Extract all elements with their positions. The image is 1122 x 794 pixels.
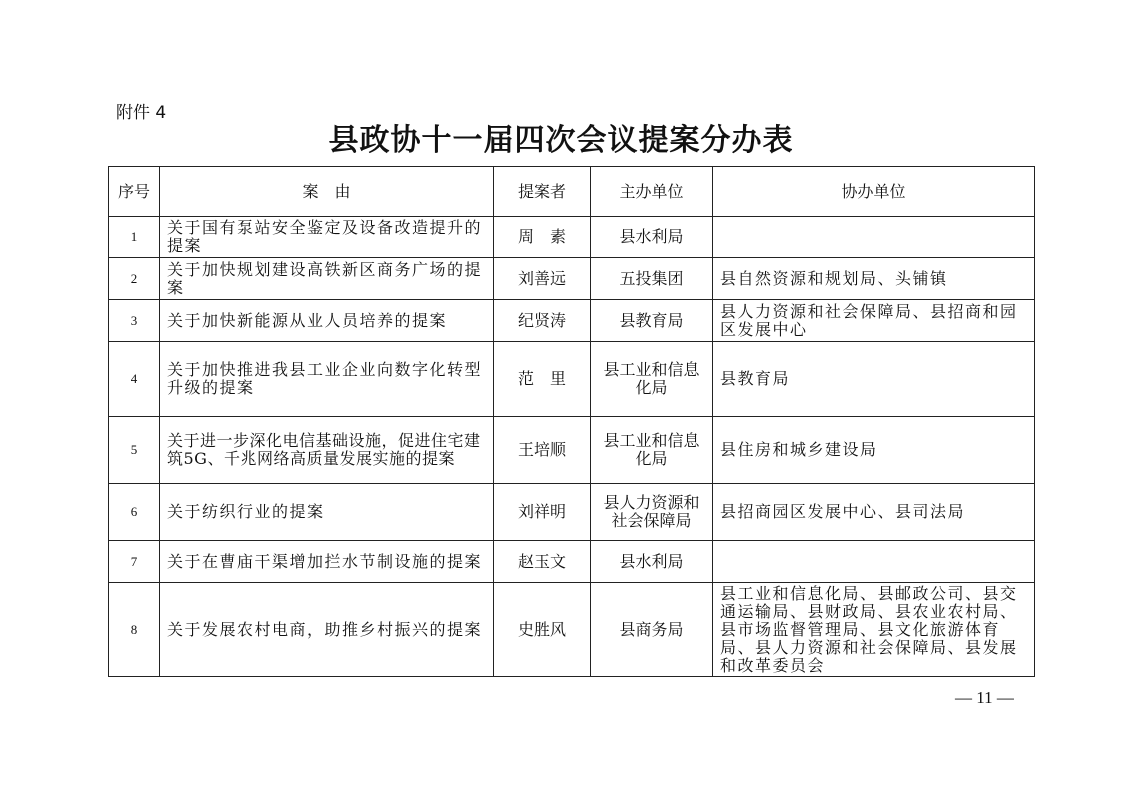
row-assist: 县自然资源和规划局、头铺镇 — [713, 258, 1035, 300]
row-lead: 县水利局 — [591, 541, 713, 583]
column-header-lead: 主办单位 — [591, 167, 713, 217]
row-no: 6 — [109, 484, 160, 541]
row-subject: 关于进一步深化电信基础设施，促进住宅建筑5G、千兆网络高质量发展实施的提案 — [160, 417, 494, 484]
table-row — [109, 541, 1035, 583]
row-assist: 县工业和信息化局、县邮政公司、县交通运输局、县财政局、县农业农村局、县市场监督管理局、县文化旅游体育局、县人力资源和社会保障局、县发展和改革委员会 — [713, 583, 1035, 677]
row-assist: 县教育局 — [713, 342, 1035, 417]
row-lead: 县教育局 — [591, 300, 713, 342]
row-subject: 关于加快推进我县工业企业向数字化转型升级的提案 — [160, 342, 494, 417]
row-lead: 县水利局 — [591, 217, 713, 258]
row-no: 7 — [109, 541, 160, 583]
row-proposer: 王培顺 — [494, 417, 591, 484]
row-assist — [713, 541, 1035, 583]
column-header-proposer: 提案者 — [494, 167, 591, 217]
proposal-table — [108, 166, 1035, 677]
row-no: 4 — [109, 342, 160, 417]
page-title: 县政协十一届四次会议提案分办表 — [328, 123, 794, 158]
table-row — [109, 484, 1035, 541]
row-proposer: 纪贤涛 — [494, 300, 591, 342]
page-number: — 11 — — [955, 688, 1014, 707]
row-proposer: 史胜风 — [494, 583, 591, 677]
row-assist: 县住房和城乡建设局 — [713, 417, 1035, 484]
row-lead: 县工业和信息化局 — [591, 417, 713, 484]
table-row — [109, 417, 1035, 484]
row-lead: 五投集团 — [591, 258, 713, 300]
row-no: 8 — [109, 583, 160, 677]
row-lead: 县商务局 — [591, 583, 713, 677]
row-subject: 关于在曹庙干渠增加拦水节制设施的提案 — [160, 541, 494, 583]
row-proposer: 范 里 — [494, 342, 591, 417]
attachment-label: 附件 4 — [116, 103, 167, 123]
table-row — [109, 583, 1035, 677]
row-assist — [713, 217, 1035, 258]
row-lead: 县人力资源和社会保障局 — [591, 484, 713, 541]
column-header-subject: 案 由 — [160, 167, 494, 217]
row-proposer: 赵玉文 — [494, 541, 591, 583]
table-row — [109, 342, 1035, 417]
row-assist: 县招商园区发展中心、县司法局 — [713, 484, 1035, 541]
column-header-no: 序号 — [109, 167, 160, 217]
table-row — [109, 258, 1035, 300]
row-subject: 关于发展农村电商，助推乡村振兴的提案 — [160, 583, 494, 677]
table-row — [109, 300, 1035, 342]
row-no: 3 — [109, 300, 160, 342]
row-no: 5 — [109, 417, 160, 484]
row-proposer: 周 素 — [494, 217, 591, 258]
row-subject: 关于加快规划建设高铁新区商务广场的提案 — [160, 258, 494, 300]
row-subject: 关于加快新能源从业人员培养的提案 — [160, 300, 494, 342]
table-header-row — [109, 167, 1035, 217]
row-subject: 关于国有泵站安全鉴定及设备改造提升的提案 — [160, 217, 494, 258]
table-row — [109, 217, 1035, 258]
row-proposer: 刘善远 — [494, 258, 591, 300]
row-lead: 县工业和信息化局 — [591, 342, 713, 417]
column-header-assist: 协办单位 — [713, 167, 1035, 217]
row-no: 2 — [109, 258, 160, 300]
row-subject: 关于纺织行业的提案 — [160, 484, 494, 541]
row-no: 1 — [109, 217, 160, 258]
row-proposer: 刘祥明 — [494, 484, 591, 541]
row-assist: 县人力资源和社会保障局、县招商和园区发展中心 — [713, 300, 1035, 342]
